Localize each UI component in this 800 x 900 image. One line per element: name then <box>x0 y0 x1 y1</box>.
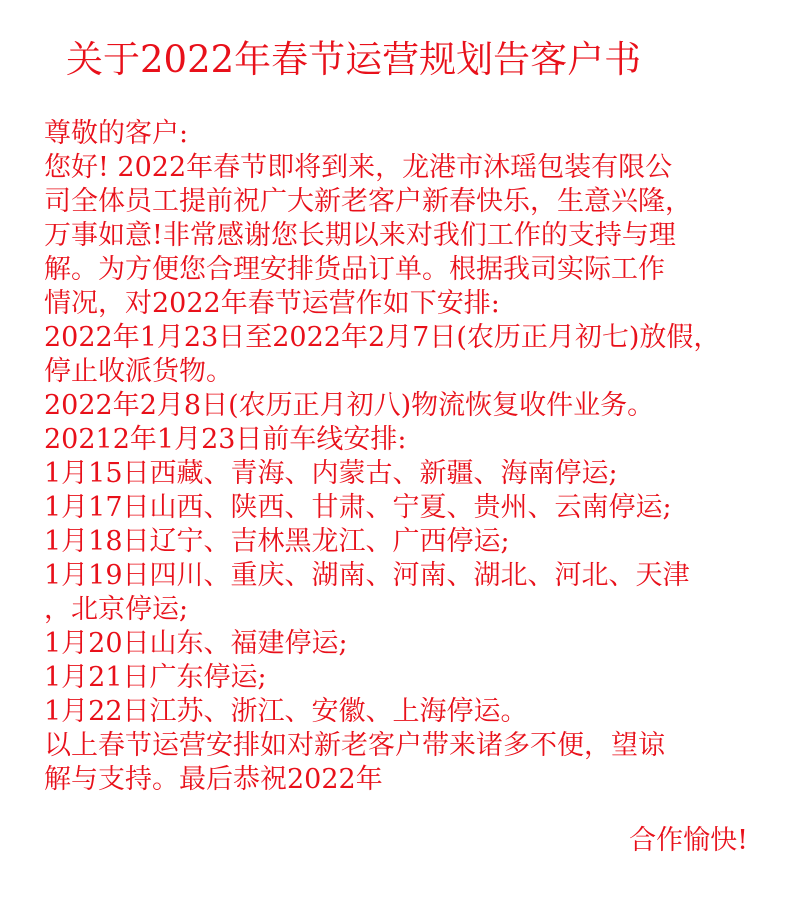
body-line: 您好! 2022年春节即将到来，龙港市沐瑶包装有限公 <box>44 152 673 183</box>
body-line: 20212年1月23日前车线安排: <box>44 424 407 455</box>
body-line: 情况，对2022年春节运营作如下安排: <box>44 288 500 319</box>
body-line: 1月17日山西、陕西、甘肃、宁夏、贵州、云南停运; <box>44 492 672 523</box>
body-line: 尊敬的客户: <box>44 118 189 149</box>
body-line: 以上春节运营安排如对新老客户带来诸多不便，望谅 <box>44 730 665 761</box>
body-line: 停止收派货物。 <box>44 356 233 387</box>
body-line: 2022年2月8日(农历正月初八)物流恢复收件业务。 <box>44 390 655 421</box>
body-line: 1月19日四川、重庆、湖南、河南、湖北、河北、天津 <box>44 560 690 591</box>
body-line: 1月20日山东、福建停运; <box>44 628 348 659</box>
body-line: ，北京停运; <box>44 594 189 625</box>
closing-greeting: 合作愉快! <box>629 825 748 856</box>
body-line: 2022年1月23日至2022年2月7日(农历正月初七)放假， <box>44 322 721 353</box>
body-line: 1月22日江苏、浙江、安徽、上海停运。 <box>44 696 528 727</box>
body-line: 万事如意!非常感谢您长期以来对我们工作的支持与理 <box>44 220 676 251</box>
body-line: 解。为方便您合理安排货品订单。根据我司实际工作 <box>44 254 665 285</box>
document-body <box>44 117 764 797</box>
document-title: 关于2022年春节运营规划告客户书 <box>66 38 642 81</box>
body-line: 解与支持。最后恭祝2022年 <box>44 764 383 795</box>
body-line: 1月21日广东停运; <box>44 662 267 693</box>
body-line: 1月18日辽宁、吉林黑龙江、广西停运; <box>44 526 510 557</box>
body-line: 1月15日西藏、青海、内蒙古、新疆、海南停运; <box>44 458 618 489</box>
body-line: 司全体员工提前祝广大新老客户新春快乐，生意兴隆， <box>44 186 692 217</box>
